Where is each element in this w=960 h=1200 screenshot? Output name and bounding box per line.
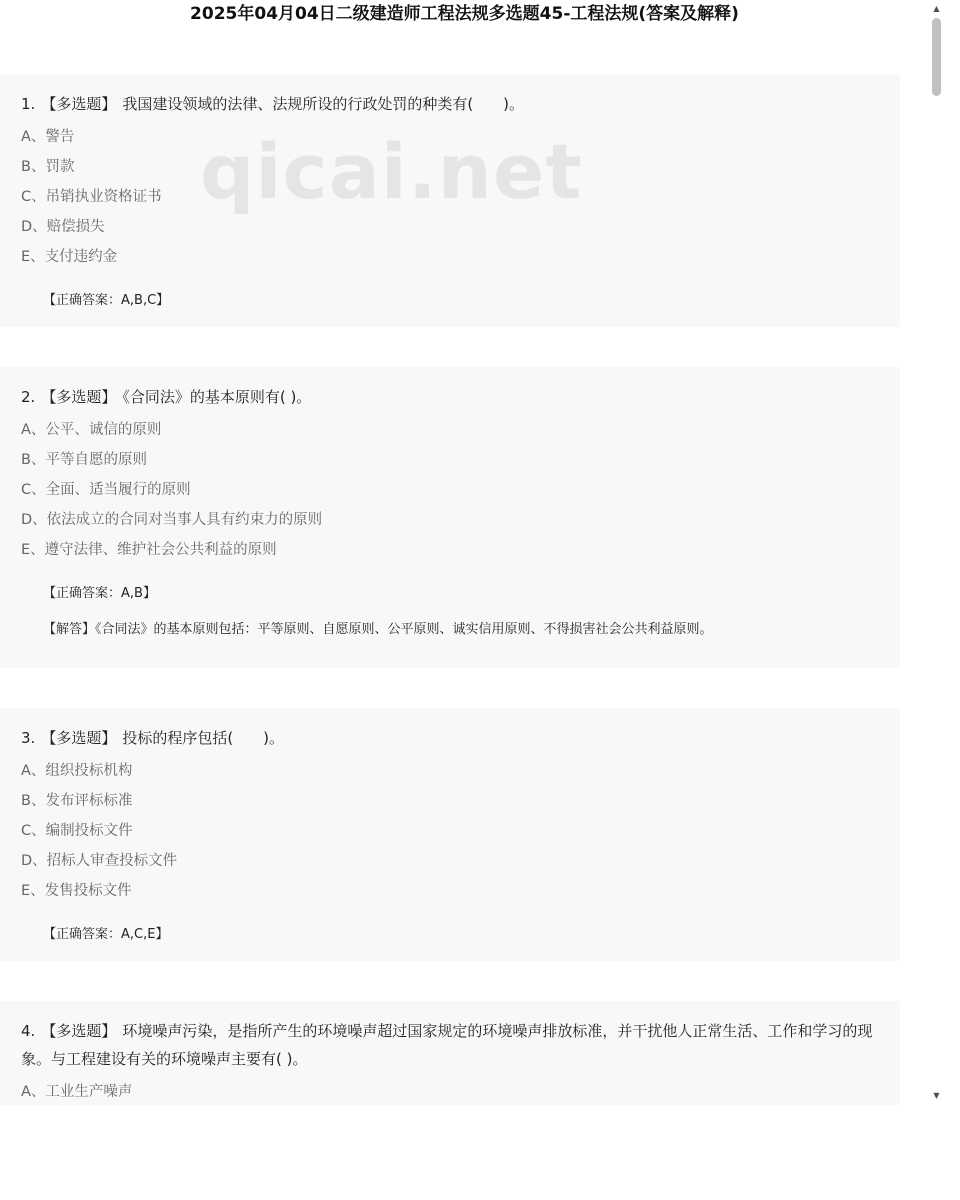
vertical-scrollbar[interactable] (929, 0, 944, 1105)
question-card-4 (0, 1001, 900, 1105)
question-number: 1. (21, 95, 36, 113)
option-e: E、遵守法律、维护社会公共利益的原则 (21, 542, 277, 558)
scrollbar-thumb[interactable] (932, 18, 941, 96)
question-text: 我国建设领域的法律、法规所设的行政处罚的种类有( )。 (122, 95, 525, 113)
option-a: A、组织投标机构 (21, 763, 133, 779)
correct-answer: 【正确答案：A,B】 (43, 586, 156, 601)
question-text: 《合同法》的基本原则有( )。 (122, 388, 312, 406)
option-c: C、全面、适当履行的原则 (21, 482, 191, 498)
question-number: 4. (21, 1022, 36, 1040)
question-card-3 (0, 708, 900, 961)
question-type: 【多选题】 (41, 729, 117, 747)
question-number: 2. (21, 388, 36, 406)
option-a: A、警告 (21, 129, 75, 145)
option-a: A、公平、诚信的原则 (21, 422, 162, 438)
option-c: C、编制投标文件 (21, 823, 133, 839)
option-a: A、工业生产噪声 (21, 1084, 133, 1100)
option-b: B、罚款 (21, 159, 75, 175)
scroll-up-arrow-icon[interactable]: ▲ (933, 4, 940, 13)
option-e: E、发售投标文件 (21, 883, 132, 899)
question-card-2 (0, 367, 900, 668)
question-stem (21, 383, 880, 411)
question-type: 【多选题】 (41, 1022, 117, 1040)
question-stem (21, 1017, 880, 1073)
question-card-1 (0, 74, 900, 327)
option-d: D、依法成立的合同对当事人具有约束力的原则 (21, 512, 323, 528)
answer-explanation: 【解答】《合同法》的基本原则包括：平等原则、自愿原则、公平原则、诚实信用原则、不得损害社会公共利益原则。 (43, 622, 713, 637)
scroll-down-arrow-icon[interactable]: ▼ (933, 1091, 940, 1100)
option-d: D、赔偿损失 (21, 219, 105, 235)
question-text: 环境噪声污染，是指所产生的环境噪声超过国家规定的环境噪声排放标准，并干扰他人正常生活、工作和学习的现象。与工程建设有关的环境噪声主要有( )。 (21, 1022, 873, 1068)
question-stem (21, 724, 880, 752)
option-e: E、支付违约金 (21, 249, 118, 265)
question-type: 【多选题】 (41, 95, 117, 113)
question-text: 投标的程序包括( )。 (122, 729, 285, 747)
option-b: B、平等自愿的原则 (21, 452, 147, 468)
page-title: 2025年04月04日二级建造师工程法规多选题45-工程法规(答案及解释) (190, 4, 739, 24)
correct-answer: 【正确答案：A,C,E】 (43, 927, 169, 942)
option-c: C、吊销执业资格证书 (21, 189, 162, 205)
option-d: D、招标人审查投标文件 (21, 853, 178, 869)
question-number: 3. (21, 729, 36, 747)
question-stem (21, 90, 880, 118)
option-b: B、发布评标标准 (21, 793, 133, 809)
question-type: 【多选题】 (41, 388, 117, 406)
correct-answer: 【正确答案：A,B,C】 (43, 293, 170, 308)
